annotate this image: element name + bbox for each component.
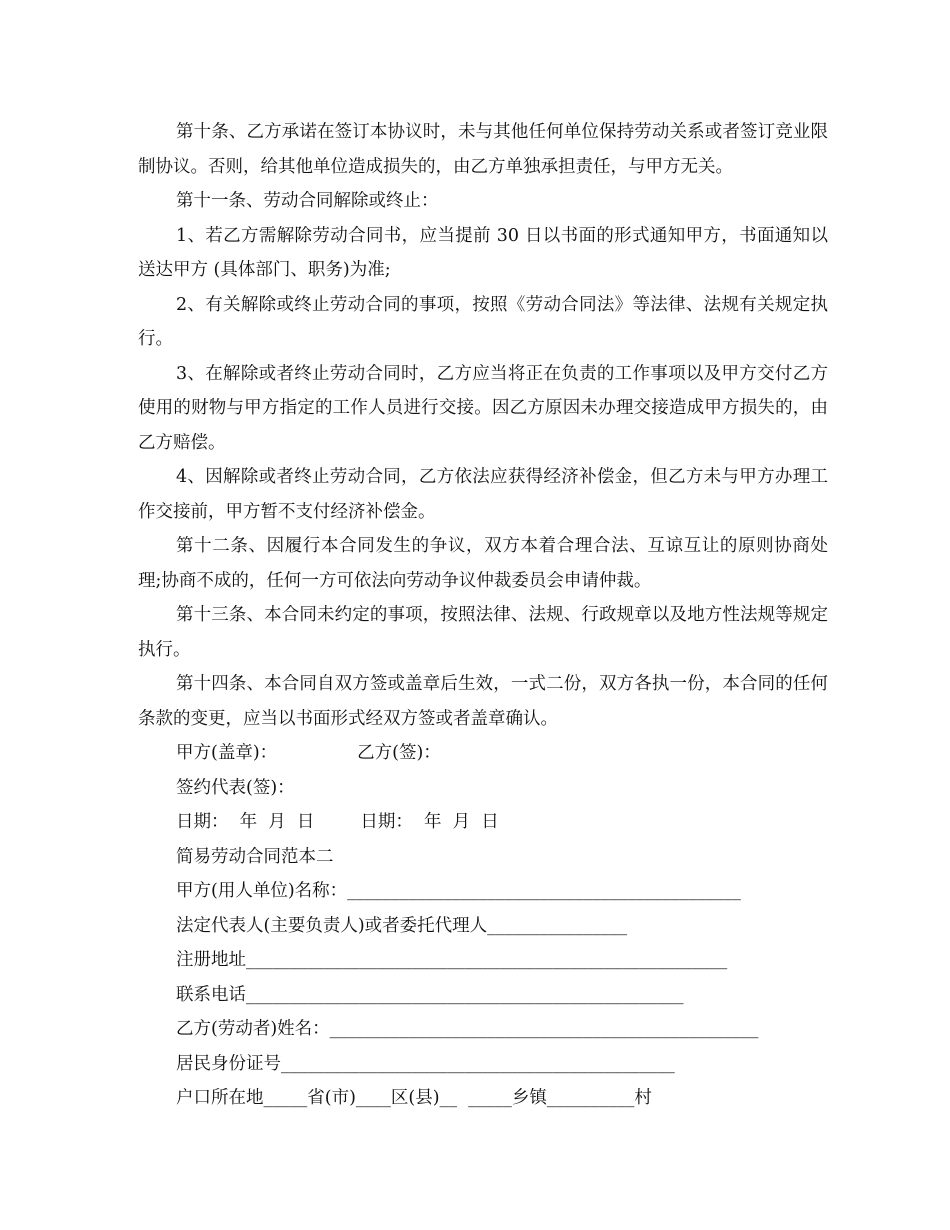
id-number-field: 居民身份证号_____________________________________________	[176, 1053, 675, 1074]
article-10: 第十条、乙方承诺在签订本协议时，未与其他任何单位保持劳动关系或者签订竞业限制协议。否则，给其他单位造成损失的，由乙方单独承担责任，与甲方无关。	[138, 122, 828, 177]
article-12: 第十二条、因履行本合同发生的争议，双方本着合理合法、互谅互让的原则协商处理;协商不成的，任何一方可依法向劳动争议仲裁委员会申请仲裁。	[138, 536, 828, 591]
article-11-item-1: 1、若乙方需解除劳动合同书，应当提前 30 日以书面的形式通知甲方，书面通知以送达甲方 (具体部门、职务)为准;	[138, 225, 828, 280]
party-b-date: 日期： 年 月 日	[360, 812, 499, 832]
signature-parties-line	[138, 736, 828, 771]
article-11-heading: 第十一条、劳动合同解除或终止：	[176, 191, 439, 211]
article-11-item-2: 2、有关解除或终止劳动合同的事项，按照《劳动合同法》等法律、法规有关规定执行。	[138, 294, 828, 349]
contact-phone-field: 联系电话__________________________________________________	[176, 984, 684, 1005]
party-b-sign-label: 乙方(签)：	[357, 743, 441, 763]
registered-address-field: 注册地址_______________________________________________________	[176, 950, 728, 970]
representative-sign-label: 签约代表(签)：	[176, 777, 295, 798]
article-14: 第十四条、本合同自双方签或盖章后生效，一式二份，双方各执一份，本合同的任何条款的变更，应当以书面形式经双方签或者盖章确认。	[138, 674, 828, 729]
party-a-date: 日期： 年 月 日	[176, 812, 315, 832]
signature-dates-line	[138, 805, 828, 840]
document-body	[138, 115, 828, 1116]
template-2-title: 简易劳动合同范本二	[176, 846, 334, 867]
legal-representative-field: 法定代表人(主要负责人)或者委托代理人________________	[176, 915, 628, 936]
article-13: 第十三条、本合同未约定的事项，按照法律、法规、行政规章以及地方性法规等规定执行。	[138, 605, 828, 660]
article-11-item-4: 4、因解除或者终止劳动合同，乙方依法应获得经济补偿金，但乙方未与甲方办理工作交接前，甲方暂不支付经济补偿金。	[138, 467, 828, 522]
hukou-location-field: 户口所在地_____省(市)____区(县)__ _____乡镇__________村	[176, 1088, 652, 1108]
employer-name-field: 甲方(用人单位)名称：_____________________________________________	[176, 881, 741, 901]
party-a-seal-label: 甲方(盖章)：	[176, 743, 278, 763]
employee-name-field: 乙方(劳动者)姓名：_________________________________________________	[176, 1019, 759, 1039]
article-11-item-3: 3、在解除或者终止劳动合同时，乙方应当将正在负责的工作事项以及甲方交付乙方使用的财物与甲方指定的工作人员进行交接。因乙方原因未办理交接造成甲方损失的，由乙方赔偿。	[138, 363, 828, 453]
